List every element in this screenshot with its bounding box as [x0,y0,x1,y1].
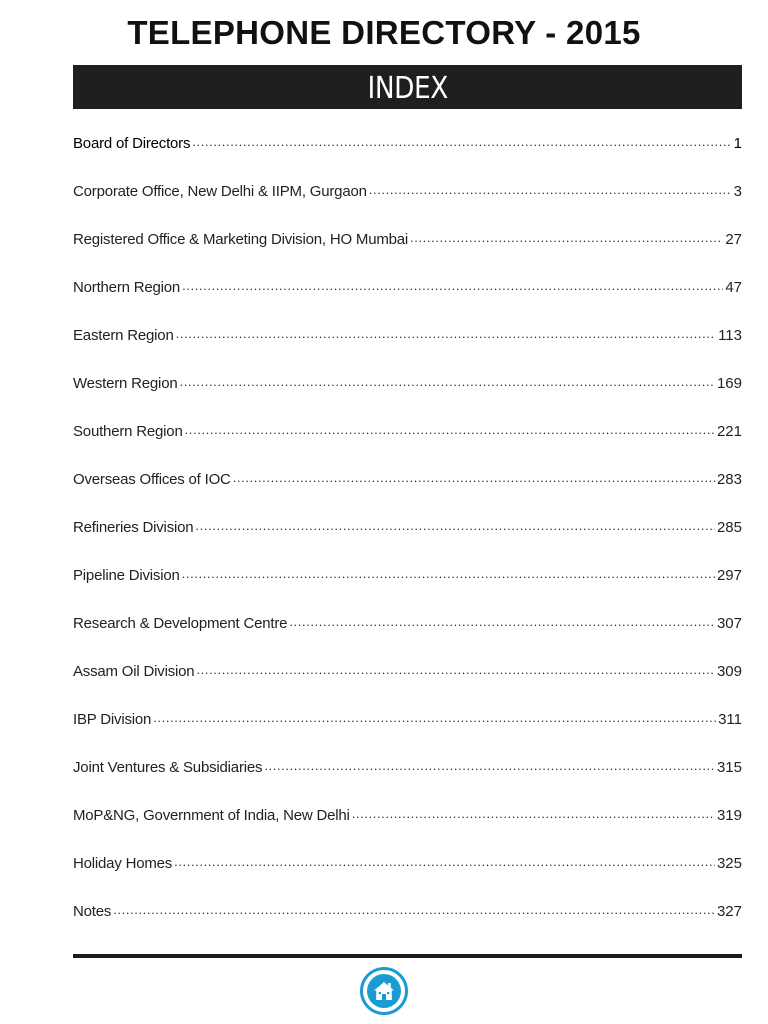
toc-entry-registered-office[interactable] [73,229,742,277]
toc-leader-dots [196,661,715,676]
toc-leader-dots [192,133,731,148]
toc-entry-page: 315 [716,759,742,776]
toc-entry-page: 113 [718,327,742,344]
toc-leader-dots [233,469,715,484]
home-button[interactable] [360,967,408,1015]
toc-entry-overseas-offices[interactable] [73,469,742,517]
toc-entry-page: 283 [716,471,742,488]
toc-leader-dots [410,229,723,244]
toc-leader-dots [113,901,715,916]
toc-entry-corporate-office[interactable] [73,181,742,229]
toc-leader-dots [153,709,716,724]
toc-entry-label: Holiday Homes [73,855,173,872]
toc-entry-label: Southern Region [73,423,183,440]
index-banner-label: INDEX [367,71,448,106]
toc-entry-western-region[interactable] [73,373,742,421]
home-button-circle [367,974,401,1008]
toc-entry-label: Research & Development Centre [73,615,288,632]
toc-leader-dots [289,613,715,628]
toc-entry-label: MoP&NG, Government of India, New Delhi [73,807,350,824]
toc-entry-refineries-division[interactable] [73,517,742,565]
toc-leader-dots [176,325,716,340]
toc-entry-page: 327 [716,903,742,920]
toc-entry-label: Refineries Division [73,519,194,536]
toc-leader-dots [182,277,723,292]
toc-entry-label: Board of Directors [73,135,191,152]
toc-leader-dots [195,517,715,532]
toc-entry-page: 285 [716,519,742,536]
toc-entry-board-of-directors[interactable] [73,133,742,181]
toc-entry-northern-region[interactable] [73,277,742,325]
toc-entry-label: Western Region [73,375,178,392]
toc-entry-label: Registered Office & Marketing Division, HO Mumbai [73,231,409,248]
toc-entry-southern-region[interactable] [73,421,742,469]
document-title: TELEPHONE DIRECTORY - 2015 [127,14,641,51]
toc-entry-page: 221 [716,423,742,440]
toc-entry-page: 27 [725,231,742,248]
table-of-contents [73,133,742,949]
toc-entry-research-development[interactable] [73,613,742,661]
toc-leader-dots [369,181,732,196]
toc-leader-dots [352,805,715,820]
toc-entry-page: 309 [716,663,742,680]
toc-entry-page: 325 [716,855,742,872]
toc-entry-page: 297 [716,567,742,584]
toc-entry-page: 307 [716,615,742,632]
toc-entry-eastern-region[interactable] [73,325,742,373]
toc-entry-joint-ventures[interactable] [73,757,742,805]
toc-entry-label: Corporate Office, New Delhi & IIPM, Gurgaon [73,183,367,200]
index-banner [73,65,742,109]
toc-leader-dots [182,565,715,580]
toc-entry-page: 311 [718,711,742,728]
toc-leader-dots [174,853,715,868]
toc-entry-label: Pipeline Division [73,567,180,584]
toc-leader-dots [264,757,715,772]
toc-entry-label: IBP Division [73,711,152,728]
toc-entry-mopng[interactable] [73,805,742,853]
footer-divider [73,954,742,958]
toc-entry-page: 3 [733,183,742,200]
toc-entry-holiday-homes[interactable] [73,853,742,901]
toc-entry-label: Assam Oil Division [73,663,195,680]
toc-leader-dots [179,373,714,388]
toc-leader-dots [185,421,715,436]
toc-entry-ibp-division[interactable] [73,709,742,757]
toc-entry-assam-oil-division[interactable] [73,661,742,709]
toc-entry-label: Notes [73,903,112,920]
toc-entry-page: 47 [725,279,742,296]
toc-entry-page: 1 [733,135,742,152]
toc-entry-pipeline-division[interactable] [73,565,742,613]
toc-entry-page: 169 [716,375,742,392]
toc-entry-page: 319 [716,807,742,824]
toc-entry-label: Eastern Region [73,327,174,344]
toc-entry-notes[interactable] [73,901,742,949]
toc-entry-label: Overseas Offices of IOC [73,471,231,488]
toc-entry-label: Northern Region [73,279,181,296]
home-icon [372,979,396,1003]
toc-entry-label: Joint Ventures & Subsidiaries [73,759,263,776]
